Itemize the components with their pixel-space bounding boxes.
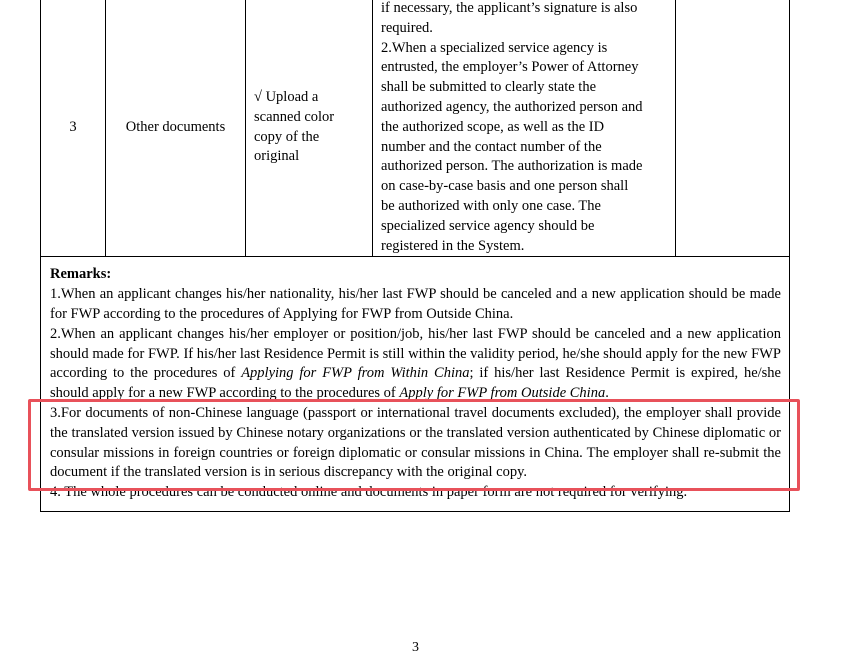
remark-item-2-procedure-within: Applying for FWP from Within China bbox=[241, 365, 470, 382]
row-number: 3 bbox=[41, 0, 106, 257]
upload-requirement: √ Upload a scanned color copy of the original bbox=[246, 0, 373, 257]
description-line: registered in the System. bbox=[381, 237, 525, 254]
empty-cell bbox=[676, 0, 790, 257]
remark-item-2 bbox=[50, 325, 781, 404]
remark-item-1: 1.When an applicant changes his/her nationality, his/her last FWP should be canceled and a new application should be made for FWP according to the procedures of Applying for FWP from Outside China. bbox=[50, 286, 781, 322]
description-line: on case-by-case basis and one person shall bbox=[381, 178, 629, 195]
remarks-section bbox=[41, 257, 790, 512]
remark-item-2-text: 2.When an applicant changes his/her employer or position/job, his/her last FWP should be canceled and a new application should made for FWP. If his/her last Residence Permit is still within the validity period, he/she should apply for the new FWP according to the procedures of bbox=[50, 325, 781, 382]
description-line: be authorized with only one case. The bbox=[381, 197, 601, 214]
description-line: shall be submitted to clearly state the bbox=[381, 79, 597, 96]
remark-item-2-text: ; if his/her last Residence Permit is expired, he/she should apply for a new FWP according to the procedures of bbox=[50, 365, 781, 402]
requirements-table bbox=[40, 0, 790, 512]
remark-item-2-text: . bbox=[605, 385, 609, 402]
description-line: specialized service agency should be bbox=[381, 217, 595, 234]
remarks-row bbox=[41, 257, 790, 512]
document-description bbox=[373, 0, 676, 257]
remark-item-4: 4. The whole procedures can be conducted online and documents in paper form are not required for verifying. bbox=[50, 484, 688, 501]
description-line: if necessary, the applicant’s signature is also bbox=[381, 0, 638, 16]
remark-item-3: 3.For documents of non-Chinese language (passport or international travel documents excluded), the employer shall provide the translated version issued by Chinese notary organizations or the translated version authenticated by Chinese diplomatic or consular missions in foreign countries or foreign diplomatic or consular missions in China. The employer shall re-submit the document if the translated version is in serious discrepancy with the original copy. bbox=[50, 404, 781, 481]
page-number: 3 bbox=[412, 640, 419, 655]
remark-item-2-procedure-outside: Apply for FWP from Outside China bbox=[399, 385, 606, 402]
description-line: required. bbox=[381, 19, 433, 36]
description-line: number and the contact number of the bbox=[381, 138, 602, 155]
description-line: the authorized scope, as well as the ID bbox=[381, 118, 605, 135]
description-line: authorized agency, the authorized person and bbox=[381, 98, 643, 115]
description-line: 2.When a specialized service agency is bbox=[381, 39, 608, 56]
table-row bbox=[41, 0, 790, 257]
description-line: authorized person. The authorization is made bbox=[381, 158, 643, 175]
remarks-title: Remarks: bbox=[50, 266, 112, 283]
document-name: Other documents bbox=[106, 0, 246, 257]
description-line: entrusted, the employer’s Power of Attorney bbox=[381, 59, 639, 76]
